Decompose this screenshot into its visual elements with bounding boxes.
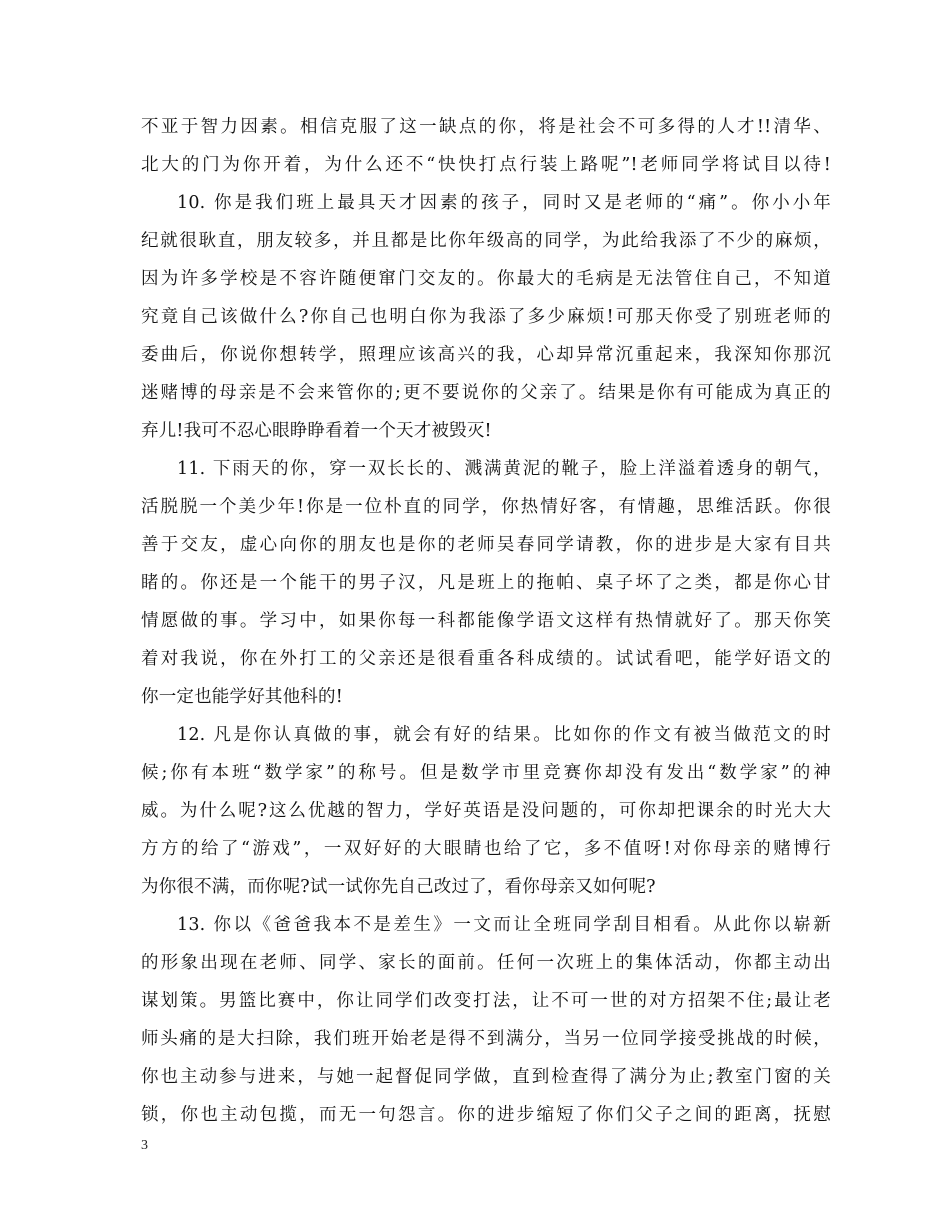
text-line: 因为许多学校是不容许随便窜门交友的。你最大的毛病是无法管住自己，不知道: [141, 269, 831, 289]
text-line: 你也主动参与进来，与她一起督促同学做，直到检查得了满分为止;教室门窗的关: [141, 1067, 831, 1087]
text-line: 北大的门为你开着，为什么还不“快快打点行装上路呢”!老师同学将试目以待!: [141, 155, 831, 175]
text-line: 为你很不满，而你呢?试一试你先自己改过了，看你母亲又如何呢?: [141, 877, 656, 897]
text-line: 的形象出现在老师、同学、家长的面前。任何一次班上的集体活动，你都主动出: [141, 953, 831, 973]
text-line: 11. 下雨天的你，穿一双长长的、溅满黄泥的靴子，脸上洋溢着透身的朝气，: [177, 459, 831, 479]
text-line: 13. 你以《爸爸我本不是差生》一文而让全班同学刮目相看。从此你以崭新: [177, 915, 831, 935]
document-body: [141, 108, 831, 1134]
text-line: 委曲后，你说你想转学，照理应该高兴的我，心却异常沉重起来，我深知你那沉: [141, 345, 831, 365]
text-line: 威。为什么呢?这么优越的智力，学好英语是没问题的，可你却把课余的时光大大: [141, 801, 831, 821]
text-line: 候;你有本班“数学家”的称号。但是数学市里竞赛你却没有发出“数学家”的神: [141, 763, 831, 783]
text-line: 睹的。你还是一个能干的男子汉，凡是班上的拖帕、桌子坏了之类，都是你心甘: [141, 573, 831, 593]
text-line: 活脱脱一个美少年!你是一位朴直的同学，你热情好客，有情趣，思维活跃。你很: [141, 497, 831, 517]
text-line: 着对我说，你在外打工的父亲还是很看重各科成绩的。试试看吧，能学好语文的: [141, 649, 831, 669]
text-line: 究竟自己该做什么?你自己也明白你为我添了多少麻烦!可那天你受了别班老师的: [141, 307, 831, 327]
text-line: 谋划策。男篮比赛中，你让同学们改变打法，让不可一世的对方招架不住;最让老: [141, 991, 831, 1011]
text-line: 你一定也能学好其他科的!: [141, 687, 343, 707]
text-line: 纪就很耿直，朋友较多，并且都是比你年级高的同学，为此给我添了不少的麻烦，: [141, 231, 831, 251]
page-number: 3: [141, 1138, 148, 1153]
text-line: 方方的给了“游戏”，一双好好的大眼睛也给了它，多不值呀!对你母亲的赌博行: [141, 839, 831, 859]
text-line: 锁，你也主动包揽，而无一句怨言。你的进步缩短了你们父子之间的距离，抚慰: [141, 1105, 831, 1125]
text-line: 善于交友，虚心向你的朋友也是你的老师吴春同学请教，你的进步是大家有目共: [141, 535, 831, 555]
text-line: 12. 凡是你认真做的事，就会有好的结果。比如你的作文有被当做范文的时: [177, 725, 831, 745]
text-line: 情愿做的事。学习中，如果你每一科都能像学语文这样有热情就好了。那天你笑: [141, 611, 831, 631]
text-line: 弃儿!我可不忍心眼睁睁看着一个天才被毁灭!: [141, 421, 492, 441]
text-line: 10. 你是我们班上最具天才因素的孩子，同时又是老师的“痛”。你小小年: [177, 193, 831, 213]
text-line: 不亚于智力因素。相信克服了这一缺点的你，将是社会不可多得的人才!!清华、: [141, 117, 831, 137]
text-line: 迷赌博的母亲是不会来管你的;更不要说你的父亲了。结果是你有可能成为真正的: [141, 383, 831, 403]
text-line: 师头痛的是大扫除，我们班开始老是得不到满分，当另一位同学接受挑战的时候，: [141, 1029, 831, 1049]
